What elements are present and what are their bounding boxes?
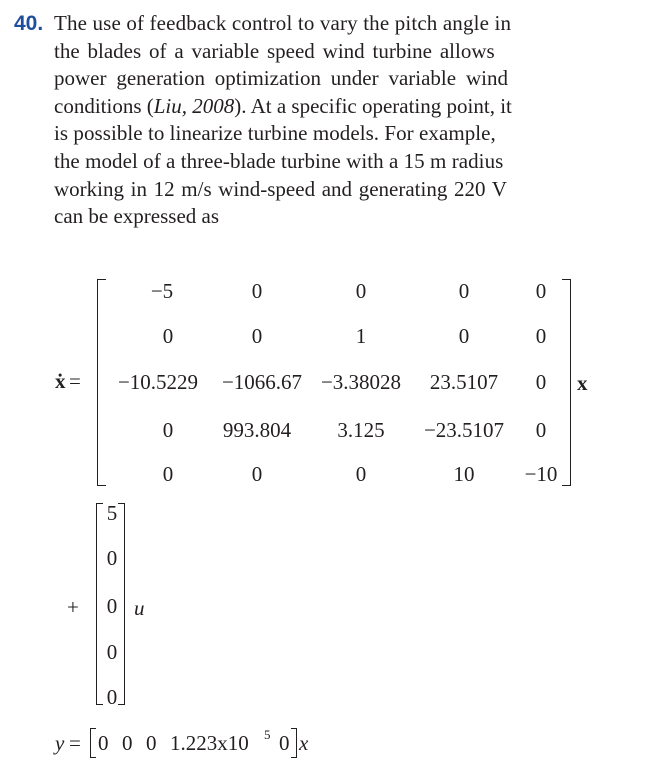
c-exponent: 5 bbox=[264, 727, 271, 742]
text-line-4-start: conditions ( bbox=[54, 93, 154, 118]
matrix-a-cell: 0 bbox=[535, 324, 547, 348]
matrix-a-cell: 993.804 bbox=[222, 418, 292, 442]
matrix-a-cell: −10.5229 bbox=[117, 370, 199, 394]
vector-c-cell: 0 bbox=[98, 731, 109, 755]
problem-number: 40. bbox=[14, 12, 44, 35]
matrix-a-cell: −23.5107 bbox=[423, 418, 505, 442]
vector-b-cell: 0 bbox=[106, 546, 118, 570]
vector-b-cell: 0 bbox=[106, 640, 118, 664]
equals-sign: = bbox=[69, 369, 81, 393]
matrix-a-cell: 0 bbox=[162, 462, 174, 486]
matrix-a-cell: 10 bbox=[453, 462, 475, 486]
matrix-a-cell: 0 bbox=[535, 418, 547, 442]
output-state-x: x bbox=[299, 731, 309, 755]
text-line-1: The use of feedback control to vary the pitch angle in bbox=[54, 11, 512, 35]
text-line-6: the model of a three-blade turbine with a 15 m radius bbox=[54, 148, 504, 173]
matrix-a-cell: −10 bbox=[524, 462, 558, 486]
matrix-a-cell: 23.5107 bbox=[429, 370, 499, 394]
matrix-a-cell: 0 bbox=[251, 279, 263, 303]
vector-c-cell: 0 bbox=[122, 731, 133, 755]
citation: Liu, 2008 bbox=[153, 93, 235, 118]
text-line-3: power generation optimization under variable wind bbox=[54, 66, 508, 91]
vector-c-right-bracket bbox=[291, 728, 297, 758]
matrix-a-right-bracket bbox=[562, 279, 571, 486]
matrix-a-cell: 0 bbox=[458, 324, 470, 348]
matrix-a-cell: 0 bbox=[355, 462, 367, 486]
matrix-a-cell: 0 bbox=[458, 279, 470, 303]
matrix-a-cell: 0 bbox=[535, 279, 547, 303]
matrix-a-cell: 3.125 bbox=[337, 418, 385, 442]
vector-b-left-bracket bbox=[96, 503, 103, 705]
matrix-a-cell: 0 bbox=[251, 324, 263, 348]
text-line-2: the blades of a variable speed wind turbine allows bbox=[54, 38, 495, 63]
matrix-a-cell: −3.38028 bbox=[320, 370, 402, 394]
vector-c-cell: 0 bbox=[279, 731, 290, 755]
text-line-4 bbox=[54, 93, 574, 121]
output-equals-sign: = bbox=[69, 731, 81, 755]
text-line-4-end: ). At a specific operating point, it bbox=[234, 93, 512, 118]
text-line-5: is possible to linearize turbine models. For example, bbox=[54, 121, 496, 146]
text-line-7: working in 12 m/s wind-speed and generating 220 V bbox=[54, 176, 507, 201]
matrix-a-left-bracket bbox=[97, 279, 106, 486]
problem-text bbox=[54, 10, 574, 231]
matrix-a-cell: 1 bbox=[355, 324, 367, 348]
vector-c-cell: 0 bbox=[146, 731, 157, 755]
matrix-a-cell: −5 bbox=[150, 279, 174, 303]
matrix-a-cell: 0 bbox=[355, 279, 367, 303]
matrix-a-cell: 0 bbox=[251, 462, 263, 486]
matrix-a-cell: 0 bbox=[162, 324, 174, 348]
matrix-a-cell: −1066.67 bbox=[221, 370, 303, 394]
plus-sign: + bbox=[67, 595, 79, 619]
vector-b-cell: 0 bbox=[106, 685, 118, 709]
input-u: u bbox=[134, 596, 145, 620]
vector-b-right-bracket bbox=[118, 503, 125, 705]
output-y: y bbox=[55, 731, 65, 755]
matrix-a-cell: 0 bbox=[535, 370, 547, 394]
text-line-8: can be expressed as bbox=[54, 204, 220, 229]
vector-c-cell: 1.223x10 bbox=[170, 731, 249, 755]
state-derivative: ẋ bbox=[55, 369, 66, 393]
vector-b-cell: 5 bbox=[106, 501, 118, 525]
state-vector-x: x bbox=[577, 371, 588, 395]
vector-c-left-bracket bbox=[90, 728, 96, 758]
vector-b-cell: 0 bbox=[106, 594, 118, 618]
matrix-a-cell: 0 bbox=[162, 418, 174, 442]
